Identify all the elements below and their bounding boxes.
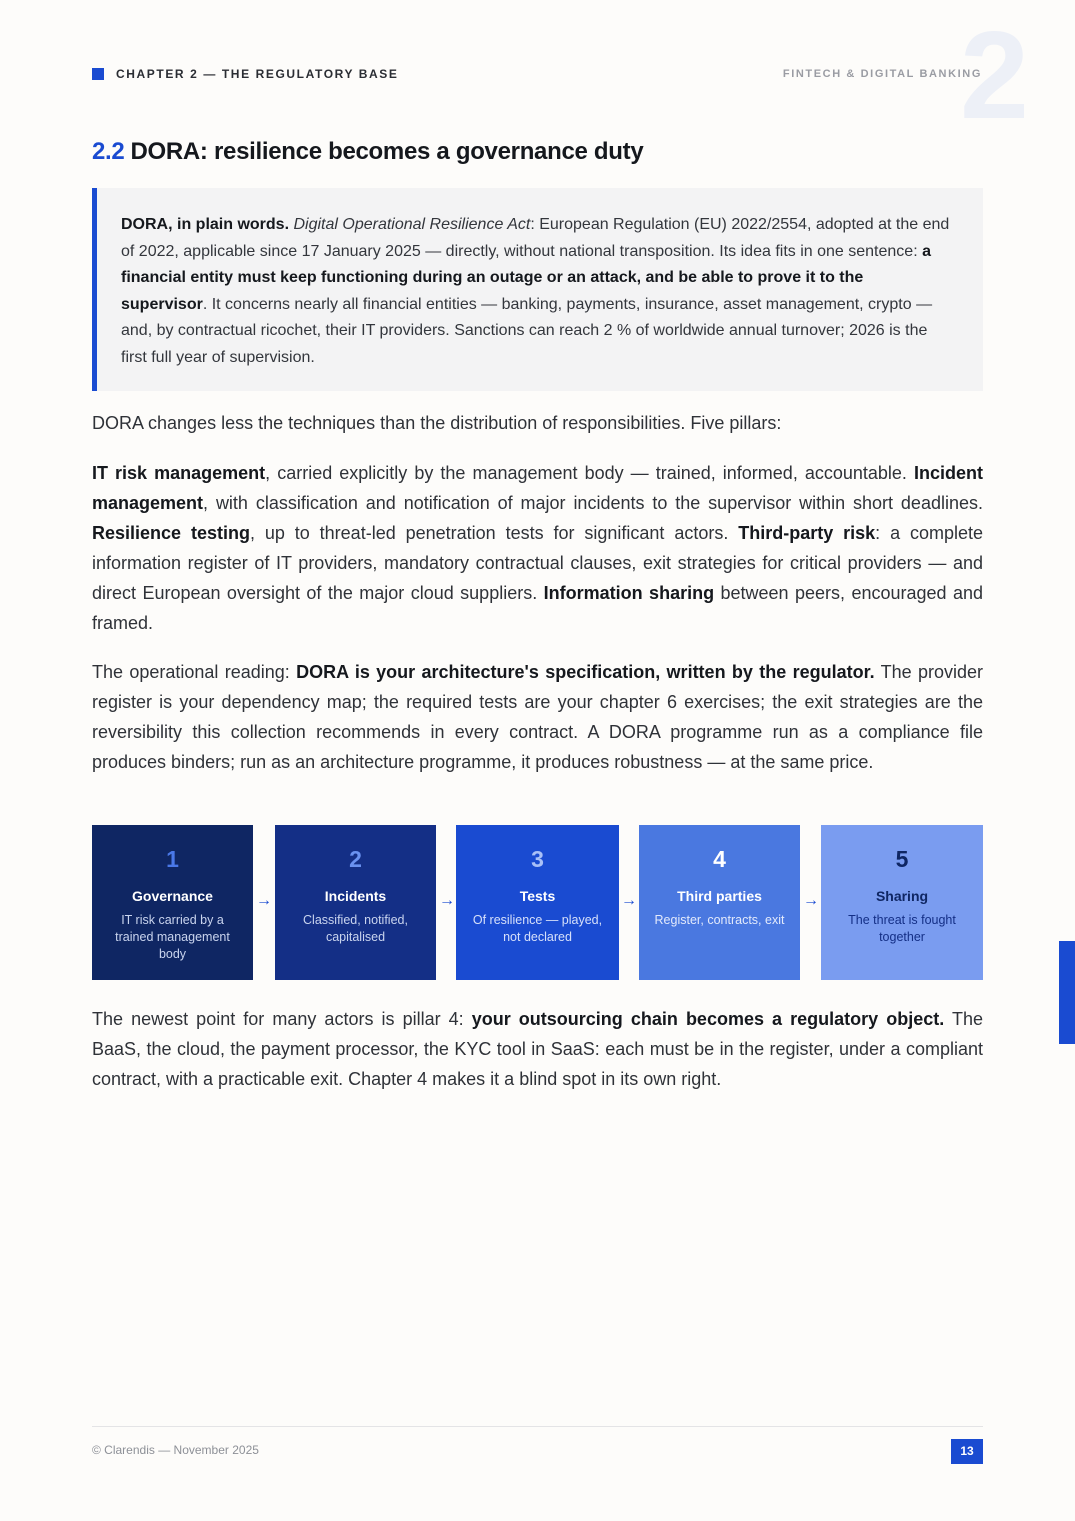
pillar-number: 4 [713, 846, 726, 872]
pillar-text-4: : a complete information register of IT providers, mandatory contractual clauses, exit strategies for critical providers — and direct European oversight of the major cloud suppliers. [92, 523, 984, 603]
pillar-term-4: Third-party risk [738, 523, 876, 543]
section-title-text: DORA: resilience becomes a governance duty [130, 138, 644, 165]
closing-text-1: The newest point for many actors is pillar 4: [92, 1009, 472, 1029]
chapter-label: CHAPTER 2 — THE REGULATORY BASE [116, 67, 399, 81]
callout-lead: DORA, in plain words. [121, 216, 290, 233]
pillar-text-3: , up to threat-led penetration tests for significant actors. [249, 523, 739, 543]
pillar-title: Incidents [324, 888, 387, 904]
pillar-card-governance [92, 825, 253, 980]
book-title: FINTECH & DIGITAL BANKING [782, 68, 982, 80]
pillar-card-incidents [275, 825, 436, 980]
footer-divider [92, 1426, 983, 1427]
operational-text-2: The provider register is your dependency map; the required tests are your chapter 6 exercises; the exit strategies are the reversibility this collection recommends in every contract. A DORA programme run as a compliance file produces binders; run as an architecture programme, it produces robustness — at the same price. [92, 662, 984, 772]
callout-text-1: : European Regulation (EU) 2022/2554, adopted at the end of 2022, applicable since 17 January 2025 — directly, without national transposition. Its idea fits in one sentence: [121, 216, 950, 260]
pillar-term-1: IT risk management [92, 463, 266, 483]
pillar-description: The threat is fought together [848, 913, 956, 944]
pillar-term-5: Information sharing [543, 583, 715, 603]
pillar-text-1: , carried explicitly by the management body — trained, informed, accountable. [265, 463, 914, 483]
footer-copyright: © Clarendis — November 2025 [92, 1443, 259, 1457]
closing-paragraph [92, 1004, 983, 1094]
callout-emphasis: a financial entity must keep functioning during an outage or an attack, and be able to prove it to the supervisor [121, 242, 931, 313]
pillar-title: Governance [132, 888, 213, 904]
callout-act-name: Digital Operational Resilience Act [293, 216, 531, 233]
chapter-numeral-watermark: 2 [960, 7, 1029, 145]
pillar-title: Sharing [875, 888, 929, 904]
intro-paragraph: DORA changes less the techniques than the distribution of responsibilities. Five pillars: [92, 413, 782, 433]
pillar-number: 5 [895, 846, 909, 872]
arrow-right-icon: → [621, 892, 637, 909]
operational-text-1: The operational reading: [92, 662, 297, 682]
pillars-paragraph [92, 458, 983, 638]
pillar-text-2: , with classification and notification of major incidents to the supervisor within short deadlines. [203, 493, 983, 513]
running-header-left [92, 67, 399, 81]
pillar-number: 1 [166, 846, 179, 872]
arrow-right-icon: → [803, 892, 819, 909]
section-title [92, 138, 643, 166]
pillar-text-5: between peers, encouraged and framed. [92, 583, 983, 633]
closing-emphasis: your outsourcing chain becomes a regulatory object. [471, 1009, 945, 1029]
pillar-term-3: Resilience testing [92, 523, 250, 543]
pillar-description: Register, contracts, exit [654, 913, 785, 927]
closing-text-2: The BaaS, the cloud, the payment processor, the KYC tool in SaaS: each must be in the register, under a compliant contract, with a practicable exit. Chapter 4 makes it a blind spot in its own right. [92, 1009, 983, 1089]
chapter-side-tab [1059, 941, 1075, 1044]
pillar-card-sharing [821, 825, 983, 980]
arrow-right-icon: → [439, 892, 455, 909]
pillars-diagram [92, 825, 983, 980]
operational-emphasis: DORA is your architecture's specification, written by the regulator. [296, 662, 875, 682]
callout-text-2: . It concerns nearly all financial entities — banking, payments, insurance, asset management, crypto — and, by contractual ricochet, their IT providers. Sanctions can reach 2 % of worldwide annual turnover; 2026 is the first full year of supervision. [121, 295, 933, 366]
pillar-description: IT risk carried by a trained management body [115, 913, 230, 961]
pillar-number: 2 [349, 846, 362, 872]
pillar-title: Third parties [677, 888, 762, 904]
pillar-card-third-parties [639, 825, 800, 980]
pillar-description: Classified, notified, capitalised [303, 913, 408, 944]
chapter-marker-square [92, 68, 104, 80]
pillar-title: Tests [519, 888, 556, 904]
operational-paragraph [92, 657, 983, 777]
pillar-description: Of resilience — played, not declared [472, 913, 603, 944]
arrow-right-icon: → [256, 892, 272, 909]
pillar-card-tests [456, 825, 619, 980]
section-number: 2.2 [92, 138, 125, 165]
page-number: 13 [951, 1439, 983, 1464]
definition-callout [92, 188, 983, 391]
pillar-term-2: Incident management [92, 463, 984, 513]
pillar-number: 3 [531, 846, 544, 872]
